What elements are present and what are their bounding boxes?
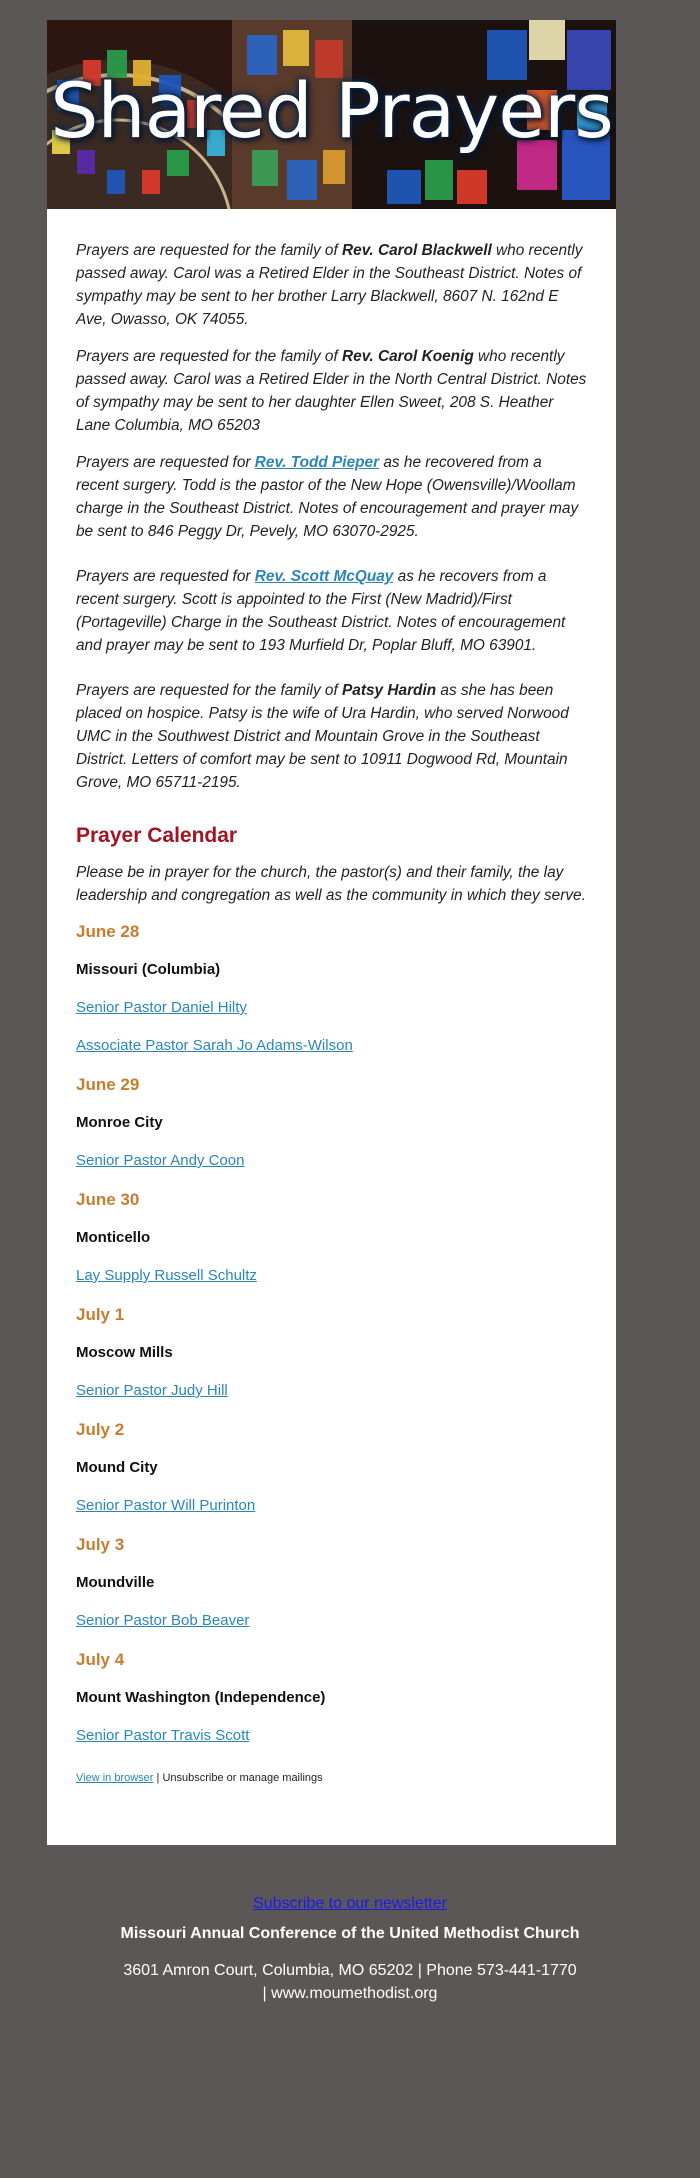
prayer-text: who recently passed away. Carol was a Retired Elder in the Southeast District. Notes of sympathy may be sent to her brother Larry Blackwell, 8607 N. 162nd E Ave, Owasso, OK 74055. — [76, 242, 583, 328]
prayer-text: as he recovered from a recent surgery. Todd is the pastor of the New Hope (Owensville)/Woollam charge in the Southeast District. Notes of encouragement and prayer may be sent to 846 Peggy Dr, Pevely, MO 63070-2925. — [76, 454, 579, 540]
calendar-day — [76, 1189, 587, 1286]
prayer-text: Prayers are requested for the family of — [76, 682, 343, 699]
header-banner — [47, 20, 616, 209]
church-name: Mount Washington (Independence) — [76, 1689, 326, 1706]
organization-name: Missouri Annual Conference of the United Methodist Church — [120, 1925, 580, 1942]
newsletter-card — [47, 20, 616, 1845]
prayer-request — [76, 345, 587, 437]
prayer-request — [76, 451, 587, 543]
church-name: Moscow Mills — [76, 1344, 173, 1361]
calendar-day — [76, 1074, 587, 1171]
subscribe-link[interactable]: Subscribe to our newsletter — [253, 1895, 447, 1912]
prayer-text: Prayers are requested for the family of — [76, 348, 343, 365]
church-name: Monroe City — [76, 1114, 163, 1131]
unsubscribe-link[interactable]: Unsubscribe or manage mailings — [162, 1772, 323, 1784]
view-in-browser-link[interactable]: View in browser — [76, 1772, 154, 1784]
prayer-request — [76, 679, 587, 794]
organization-address: 3601 Amron Court, Columbia, MO 65202 | Phone 573-441-1770 | www.moumethodist.org — [123, 1962, 577, 2002]
content-body — [47, 209, 616, 1784]
calendar-day — [76, 1304, 587, 1401]
prayer-text: Prayers are requested for — [76, 568, 255, 585]
mailing-links — [76, 1772, 587, 1784]
pastor-link[interactable]: Lay Supply Russell Schultz — [76, 1267, 257, 1284]
pastor-link[interactable]: Senior Pastor Will Purinton — [76, 1497, 256, 1514]
prayer-text: as she has been placed on hospice. Patsy is the wife of Ura Hardin, who served Norwood UMC in the Southwest District and Mountain Grove in the Southeast District. Letters of comfort may be sent to 10911 Dogwood Rd, Mountain Grove, MO 65711-2195. — [76, 682, 569, 791]
prayer-name-link[interactable]: Rev. Todd Pieper — [254, 454, 380, 471]
calendar-date: June 30 — [76, 1190, 140, 1209]
prayer-text: Prayers are requested for the family of — [76, 242, 343, 259]
calendar-date: July 3 — [76, 1535, 125, 1554]
pastor-link[interactable]: Senior Pastor Daniel Hilty — [76, 999, 247, 1016]
calendar-day — [76, 1419, 587, 1516]
calendar-date: July 2 — [76, 1420, 125, 1439]
prayer-text: Prayers are requested for — [76, 454, 255, 471]
prayer-name: Rev. Carol Koenig — [342, 348, 474, 365]
pastor-link[interactable]: Senior Pastor Bob Beaver — [76, 1612, 250, 1629]
prayer-text: as he recovers from a recent surgery. Scott is appointed to the First (New Madrid)/First (Portageville) Charge in the Southeast District. Notes of encouragement and prayer may be sent to 193 Murfield Dr, Poplar Bluff, MO 63901. — [76, 568, 566, 654]
prayer-name: Patsy Hardin — [342, 682, 437, 699]
prayer-name: Rev. Carol Blackwell — [342, 242, 492, 259]
church-name: Missouri (Columbia) — [76, 961, 221, 978]
prayer-request — [76, 239, 587, 331]
pastor-link[interactable]: Senior Pastor Travis Scott — [76, 1727, 250, 1744]
calendar-day — [76, 1534, 587, 1631]
prayer-text: who recently passed away. Carol was a Retired Elder in the North Central District. Notes of sympathy may be sent to her daughter Ellen Sweet, 208 S. Heather Lane Columbia, MO 65203 — [76, 348, 587, 434]
church-name: Monticello — [76, 1229, 151, 1246]
pastor-link[interactable]: Senior Pastor Andy Coon — [76, 1152, 245, 1169]
prayer-name-link[interactable]: Rev. Scott McQuay — [254, 568, 394, 585]
calendar-date: June 29 — [76, 1075, 140, 1094]
page-footer — [0, 1895, 700, 2005]
banner-title: Shared Prayers — [50, 66, 613, 155]
calendar-date: July 4 — [76, 1650, 125, 1669]
prayer-calendar-title: Prayer Calendar — [76, 824, 238, 847]
pastor-link[interactable]: Senior Pastor Judy Hill — [76, 1382, 228, 1399]
calendar-date: June 28 — [76, 922, 140, 941]
prayer-calendar-intro: Please be in prayer for the church, the pastor(s) and their family, the lay leadership and congregation as well as the community in which they serve. — [76, 864, 586, 904]
church-name: Moundville — [76, 1574, 155, 1591]
church-name: Mound City — [76, 1459, 158, 1476]
calendar-day — [76, 1649, 587, 1746]
prayer-request — [76, 565, 587, 657]
calendar-day — [76, 921, 587, 1056]
link-separator: | — [153, 1772, 163, 1784]
calendar-date: July 1 — [76, 1305, 125, 1324]
pastor-link[interactable]: Associate Pastor Sarah Jo Adams-Wilson — [76, 1037, 353, 1054]
